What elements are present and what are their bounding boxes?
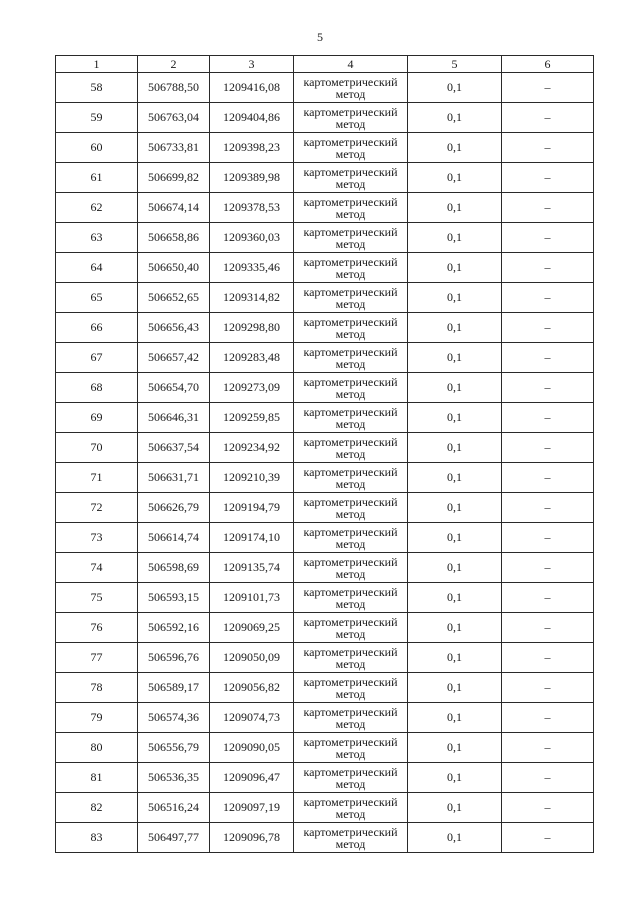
accuracy-cell: 0,1 bbox=[408, 403, 502, 433]
method-line-1: картометрический bbox=[303, 314, 398, 329]
point-number-cell: 67 bbox=[56, 343, 138, 373]
method-line-2: метод bbox=[335, 146, 366, 161]
point-number-cell: 83 bbox=[56, 823, 138, 853]
point-number-cell: 61 bbox=[56, 163, 138, 193]
y-coordinate-cell: 1209210,39 bbox=[210, 463, 294, 493]
method-line-1: картометрический bbox=[303, 734, 398, 749]
method-line-1: картометрический bbox=[303, 614, 398, 629]
x-coordinate-cell: 506646,31 bbox=[138, 403, 210, 433]
method-line-2: метод bbox=[335, 326, 366, 341]
table-row bbox=[56, 403, 594, 433]
method-line-1: картометрический bbox=[303, 644, 398, 659]
method-line-2: метод bbox=[335, 776, 366, 791]
method-cell bbox=[294, 643, 408, 673]
table-row bbox=[56, 793, 594, 823]
accuracy-cell: 0,1 bbox=[408, 313, 502, 343]
note-cell: – bbox=[502, 313, 594, 343]
method-cell bbox=[294, 133, 408, 163]
y-coordinate-cell: 1209234,92 bbox=[210, 433, 294, 463]
method-line-2: метод bbox=[335, 596, 366, 611]
method-cell bbox=[294, 433, 408, 463]
accuracy-cell: 0,1 bbox=[408, 73, 502, 103]
accuracy-cell: 0,1 bbox=[408, 523, 502, 553]
note-cell: – bbox=[502, 583, 594, 613]
method-line-1: картометрический bbox=[303, 404, 398, 419]
point-number-cell: 73 bbox=[56, 523, 138, 553]
y-coordinate-cell: 1209096,78 bbox=[210, 823, 294, 853]
y-coordinate-cell: 1209378,53 bbox=[210, 193, 294, 223]
method-cell bbox=[294, 253, 408, 283]
note-cell: – bbox=[502, 673, 594, 703]
method-cell bbox=[294, 583, 408, 613]
table-row bbox=[56, 523, 594, 553]
point-number-cell: 63 bbox=[56, 223, 138, 253]
y-coordinate-cell: 1209069,25 bbox=[210, 613, 294, 643]
table-row bbox=[56, 373, 594, 403]
x-coordinate-cell: 506654,70 bbox=[138, 373, 210, 403]
method-cell bbox=[294, 283, 408, 313]
point-number-cell: 76 bbox=[56, 613, 138, 643]
accuracy-cell: 0,1 bbox=[408, 103, 502, 133]
method-line-2: метод bbox=[335, 86, 366, 101]
note-cell: – bbox=[502, 343, 594, 373]
y-coordinate-cell: 1209335,46 bbox=[210, 253, 294, 283]
table-row bbox=[56, 493, 594, 523]
x-coordinate-cell: 506656,43 bbox=[138, 313, 210, 343]
table-row bbox=[56, 763, 594, 793]
note-cell: – bbox=[502, 373, 594, 403]
point-number-cell: 65 bbox=[56, 283, 138, 313]
method-cell bbox=[294, 673, 408, 703]
point-number-cell: 80 bbox=[56, 733, 138, 763]
note-cell: – bbox=[502, 643, 594, 673]
accuracy-cell: 0,1 bbox=[408, 163, 502, 193]
x-coordinate-cell: 506596,76 bbox=[138, 643, 210, 673]
note-cell: – bbox=[502, 433, 594, 463]
y-coordinate-cell: 1209283,48 bbox=[210, 343, 294, 373]
x-coordinate-cell: 506733,81 bbox=[138, 133, 210, 163]
table-row bbox=[56, 343, 594, 373]
note-cell: – bbox=[502, 823, 594, 853]
table-row bbox=[56, 433, 594, 463]
method-line-2: метод bbox=[335, 296, 366, 311]
note-cell: – bbox=[502, 103, 594, 133]
accuracy-cell: 0,1 bbox=[408, 793, 502, 823]
point-number-cell: 77 bbox=[56, 643, 138, 673]
table-row bbox=[56, 193, 594, 223]
method-line-1: картометрический bbox=[303, 764, 398, 779]
method-cell bbox=[294, 403, 408, 433]
table-row bbox=[56, 823, 594, 853]
note-cell: – bbox=[502, 523, 594, 553]
note-cell: – bbox=[502, 223, 594, 253]
method-cell bbox=[294, 733, 408, 763]
method-cell bbox=[294, 223, 408, 253]
note-cell: – bbox=[502, 793, 594, 823]
method-line-1: картометрический bbox=[303, 374, 398, 389]
y-coordinate-cell: 1209056,82 bbox=[210, 673, 294, 703]
method-line-1: картометрический bbox=[303, 824, 398, 839]
table-row bbox=[56, 163, 594, 193]
method-line-1: картометрический bbox=[303, 464, 398, 479]
method-line-2: метод bbox=[335, 176, 366, 191]
x-coordinate-cell: 506763,04 bbox=[138, 103, 210, 133]
method-cell bbox=[294, 163, 408, 193]
x-coordinate-cell: 506592,16 bbox=[138, 613, 210, 643]
method-line-2: метод bbox=[335, 806, 366, 821]
method-cell bbox=[294, 343, 408, 373]
y-coordinate-cell: 1209174,10 bbox=[210, 523, 294, 553]
method-cell bbox=[294, 73, 408, 103]
y-coordinate-cell: 1209273,09 bbox=[210, 373, 294, 403]
method-cell bbox=[294, 763, 408, 793]
note-cell: – bbox=[502, 73, 594, 103]
method-line-1: картометрический bbox=[303, 284, 398, 299]
method-line-1: картометрический bbox=[303, 704, 398, 719]
method-line-1: картометрический bbox=[303, 524, 398, 539]
x-coordinate-cell: 506516,24 bbox=[138, 793, 210, 823]
accuracy-cell: 0,1 bbox=[408, 733, 502, 763]
note-cell: – bbox=[502, 283, 594, 313]
column-header: 2 bbox=[138, 56, 210, 73]
method-line-1: картометрический bbox=[303, 584, 398, 599]
method-line-1: картометрический bbox=[303, 134, 398, 149]
column-header: 1 bbox=[56, 56, 138, 73]
y-coordinate-cell: 1209259,85 bbox=[210, 403, 294, 433]
accuracy-cell: 0,1 bbox=[408, 553, 502, 583]
method-line-2: метод bbox=[335, 656, 366, 671]
note-cell: – bbox=[502, 703, 594, 733]
note-cell: – bbox=[502, 463, 594, 493]
table-row bbox=[56, 223, 594, 253]
y-coordinate-cell: 1209135,74 bbox=[210, 553, 294, 583]
y-coordinate-cell: 1209389,98 bbox=[210, 163, 294, 193]
method-line-1: картометрический bbox=[303, 194, 398, 209]
note-cell: – bbox=[502, 193, 594, 223]
column-header: 4 bbox=[294, 56, 408, 73]
accuracy-cell: 0,1 bbox=[408, 673, 502, 703]
table-row bbox=[56, 463, 594, 493]
note-cell: – bbox=[502, 253, 594, 283]
method-cell bbox=[294, 523, 408, 553]
note-cell: – bbox=[502, 763, 594, 793]
y-coordinate-cell: 1209074,73 bbox=[210, 703, 294, 733]
table-row bbox=[56, 673, 594, 703]
method-line-2: метод bbox=[335, 686, 366, 701]
x-coordinate-cell: 506658,86 bbox=[138, 223, 210, 253]
point-number-cell: 82 bbox=[56, 793, 138, 823]
y-coordinate-cell: 1209416,08 bbox=[210, 73, 294, 103]
x-coordinate-cell: 506589,17 bbox=[138, 673, 210, 703]
table-row bbox=[56, 613, 594, 643]
accuracy-cell: 0,1 bbox=[408, 283, 502, 313]
coordinates-table bbox=[55, 55, 594, 853]
point-number-cell: 81 bbox=[56, 763, 138, 793]
table-row bbox=[56, 133, 594, 163]
x-coordinate-cell: 506699,82 bbox=[138, 163, 210, 193]
point-number-cell: 59 bbox=[56, 103, 138, 133]
y-coordinate-cell: 1209398,23 bbox=[210, 133, 294, 163]
note-cell: – bbox=[502, 733, 594, 763]
method-line-2: метод bbox=[335, 206, 366, 221]
x-coordinate-cell: 506574,36 bbox=[138, 703, 210, 733]
method-cell bbox=[294, 313, 408, 343]
point-number-cell: 70 bbox=[56, 433, 138, 463]
method-line-1: картометрический bbox=[303, 104, 398, 119]
accuracy-cell: 0,1 bbox=[408, 223, 502, 253]
y-coordinate-cell: 1209097,19 bbox=[210, 793, 294, 823]
method-line-1: картометрический bbox=[303, 794, 398, 809]
method-line-1: картометрический bbox=[303, 494, 398, 509]
table-row bbox=[56, 703, 594, 733]
method-line-2: метод bbox=[335, 266, 366, 281]
point-number-cell: 58 bbox=[56, 73, 138, 103]
x-coordinate-cell: 506657,42 bbox=[138, 343, 210, 373]
method-line-1: картометрический bbox=[303, 254, 398, 269]
point-number-cell: 71 bbox=[56, 463, 138, 493]
method-line-2: метод bbox=[335, 536, 366, 551]
accuracy-cell: 0,1 bbox=[408, 823, 502, 853]
y-coordinate-cell: 1209360,03 bbox=[210, 223, 294, 253]
point-number-cell: 78 bbox=[56, 673, 138, 703]
accuracy-cell: 0,1 bbox=[408, 613, 502, 643]
method-cell bbox=[294, 103, 408, 133]
point-number-cell: 74 bbox=[56, 553, 138, 583]
note-cell: – bbox=[502, 403, 594, 433]
point-number-cell: 64 bbox=[56, 253, 138, 283]
method-cell bbox=[294, 793, 408, 823]
method-cell bbox=[294, 493, 408, 523]
method-line-2: метод bbox=[335, 566, 366, 581]
method-line-2: метод bbox=[335, 356, 366, 371]
method-cell bbox=[294, 823, 408, 853]
x-coordinate-cell: 506631,71 bbox=[138, 463, 210, 493]
point-number-cell: 72 bbox=[56, 493, 138, 523]
table-row bbox=[56, 583, 594, 613]
accuracy-cell: 0,1 bbox=[408, 493, 502, 523]
table-row bbox=[56, 253, 594, 283]
x-coordinate-cell: 506788,50 bbox=[138, 73, 210, 103]
point-number-cell: 69 bbox=[56, 403, 138, 433]
y-coordinate-cell: 1209101,73 bbox=[210, 583, 294, 613]
table-header-row bbox=[56, 56, 594, 73]
method-line-2: метод bbox=[335, 716, 366, 731]
table-row bbox=[56, 103, 594, 133]
note-cell: – bbox=[502, 493, 594, 523]
x-coordinate-cell: 506650,40 bbox=[138, 253, 210, 283]
point-number-cell: 79 bbox=[56, 703, 138, 733]
column-header: 5 bbox=[408, 56, 502, 73]
method-line-1: картометрический bbox=[303, 554, 398, 569]
table-row bbox=[56, 553, 594, 583]
method-cell bbox=[294, 553, 408, 583]
note-cell: – bbox=[502, 553, 594, 583]
method-line-2: метод bbox=[335, 446, 366, 461]
x-coordinate-cell: 506556,79 bbox=[138, 733, 210, 763]
note-cell: – bbox=[502, 613, 594, 643]
table-row bbox=[56, 283, 594, 313]
accuracy-cell: 0,1 bbox=[408, 373, 502, 403]
accuracy-cell: 0,1 bbox=[408, 133, 502, 163]
column-header: 6 bbox=[502, 56, 594, 73]
accuracy-cell: 0,1 bbox=[408, 583, 502, 613]
accuracy-cell: 0,1 bbox=[408, 763, 502, 793]
method-line-2: метод bbox=[335, 626, 366, 641]
table-row bbox=[56, 313, 594, 343]
point-number-cell: 68 bbox=[56, 373, 138, 403]
point-number-cell: 62 bbox=[56, 193, 138, 223]
point-number-cell: 75 bbox=[56, 583, 138, 613]
y-coordinate-cell: 1209090,05 bbox=[210, 733, 294, 763]
accuracy-cell: 0,1 bbox=[408, 463, 502, 493]
accuracy-cell: 0,1 bbox=[408, 703, 502, 733]
accuracy-cell: 0,1 bbox=[408, 253, 502, 283]
y-coordinate-cell: 1209194,79 bbox=[210, 493, 294, 523]
x-coordinate-cell: 506497,77 bbox=[138, 823, 210, 853]
method-cell bbox=[294, 613, 408, 643]
note-cell: – bbox=[502, 133, 594, 163]
accuracy-cell: 0,1 bbox=[408, 643, 502, 673]
method-line-1: картометрический bbox=[303, 164, 398, 179]
accuracy-cell: 0,1 bbox=[408, 343, 502, 373]
accuracy-cell: 0,1 bbox=[408, 193, 502, 223]
y-coordinate-cell: 1209404,86 bbox=[210, 103, 294, 133]
y-coordinate-cell: 1209096,47 bbox=[210, 763, 294, 793]
table-body bbox=[56, 73, 594, 853]
method-line-2: метод bbox=[335, 476, 366, 491]
method-line-1: картометрический bbox=[303, 434, 398, 449]
x-coordinate-cell: 506614,74 bbox=[138, 523, 210, 553]
note-cell: – bbox=[502, 163, 594, 193]
method-cell bbox=[294, 193, 408, 223]
point-number-cell: 66 bbox=[56, 313, 138, 343]
method-cell bbox=[294, 463, 408, 493]
table-row bbox=[56, 73, 594, 103]
x-coordinate-cell: 506626,79 bbox=[138, 493, 210, 523]
x-coordinate-cell: 506536,35 bbox=[138, 763, 210, 793]
method-line-2: метод bbox=[335, 506, 366, 521]
method-line-1: картометрический bbox=[303, 344, 398, 359]
method-line-2: метод bbox=[335, 116, 366, 131]
method-line-2: метод bbox=[335, 236, 366, 251]
method-line-2: метод bbox=[335, 416, 366, 431]
y-coordinate-cell: 1209298,80 bbox=[210, 313, 294, 343]
y-coordinate-cell: 1209050,09 bbox=[210, 643, 294, 673]
x-coordinate-cell: 506652,65 bbox=[138, 283, 210, 313]
method-line-1: картометрический bbox=[303, 74, 398, 89]
x-coordinate-cell: 506598,69 bbox=[138, 553, 210, 583]
method-cell bbox=[294, 373, 408, 403]
column-header: 3 bbox=[210, 56, 294, 73]
point-number-cell: 60 bbox=[56, 133, 138, 163]
y-coordinate-cell: 1209314,82 bbox=[210, 283, 294, 313]
x-coordinate-cell: 506593,15 bbox=[138, 583, 210, 613]
accuracy-cell: 0,1 bbox=[408, 433, 502, 463]
x-coordinate-cell: 506637,54 bbox=[138, 433, 210, 463]
method-line-1: картометрический bbox=[303, 674, 398, 689]
table-row bbox=[56, 733, 594, 763]
method-line-2: метод bbox=[335, 836, 366, 851]
page-number: 5 bbox=[317, 30, 323, 44]
method-line-2: метод bbox=[335, 386, 366, 401]
method-line-2: метод bbox=[335, 746, 366, 761]
method-line-1: картометрический bbox=[303, 224, 398, 239]
table-row bbox=[56, 643, 594, 673]
method-cell bbox=[294, 703, 408, 733]
x-coordinate-cell: 506674,14 bbox=[138, 193, 210, 223]
